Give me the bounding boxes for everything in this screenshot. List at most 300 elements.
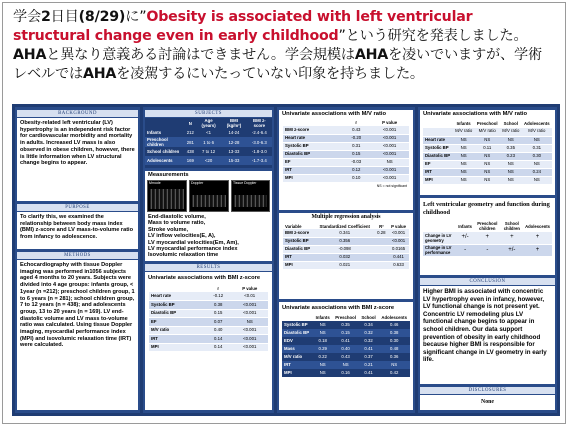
conclusion-text: Higher BMI is associated with concentric LV hypertrophy even in infancy, however, LV functional change is not present yet. Concentric LV remodeling plus LV functional change begins to appear in school children. Our data support prevention of obesity in early childhood because higher BMI is responsible for significant change in LV geometry in early life.: [423, 288, 547, 364]
table-cell: Diastolic BP: [423, 152, 453, 160]
table-header-cell: P value: [242, 286, 258, 291]
table-cell: +: [474, 232, 501, 244]
table-cell: [375, 237, 389, 245]
doppler-image: [189, 180, 229, 212]
table-row: [145, 137, 272, 147]
table-cell: 13-33: [221, 147, 246, 156]
table-cell: 0.35: [332, 321, 358, 329]
table-cell: 0.11: [475, 144, 500, 152]
table-cell: Systolic BP: [149, 301, 205, 310]
table-cell: [375, 245, 389, 253]
table-cell: <0.001: [231, 326, 268, 335]
age-bmi-title: Univariate associations with BMI z-score: [282, 305, 395, 311]
table-cell: 0.21: [359, 361, 379, 369]
table-cell: 0.38: [378, 329, 410, 337]
table-cell: 0.32: [359, 329, 379, 337]
table-cell: 15-33: [221, 156, 246, 165]
echo-images: [147, 180, 270, 212]
age-mv-box: [420, 110, 555, 195]
table-cell: [375, 261, 389, 269]
table-cell: 0.15: [205, 309, 232, 318]
subjects-table: [145, 118, 272, 165]
table-cell: 0.15: [342, 150, 370, 158]
table-header-cell: Variable: [285, 223, 302, 229]
table-cell: MPI: [423, 176, 453, 184]
table-cell: Systolic BP: [423, 144, 453, 152]
measurements-box: [145, 171, 272, 261]
table-row: [423, 136, 552, 144]
table-cell: -0.12: [205, 292, 232, 301]
table-cell: -0.098: [315, 245, 375, 253]
header-segment: 日目: [50, 9, 79, 25]
table-cell: +: [501, 232, 523, 244]
table-row: [423, 176, 552, 184]
table-cell: 0.14: [205, 335, 232, 344]
table-row: [283, 166, 409, 174]
table-cell: EDV: [282, 337, 313, 345]
table-header-cell: r: [355, 120, 358, 125]
mmode-label: Mmode: [149, 181, 161, 185]
table-row: [282, 337, 410, 345]
disclosures-text: None: [481, 399, 494, 405]
table-cell: NS: [453, 160, 475, 168]
table-cell: 281: [185, 137, 196, 147]
header-text: [13, 8, 553, 84]
table-header-cell: Infants: [458, 223, 472, 229]
table-cell: 0.34: [359, 321, 379, 329]
table-cell: Diastolic BP: [282, 329, 313, 337]
measurement-item: LV inflow velocities(E, A),: [148, 233, 216, 240]
table-header-cell: P value: [382, 120, 398, 125]
table-row: [149, 335, 268, 344]
measurement-item: Isovolumic relaxation time: [148, 252, 219, 259]
table-cell: +: [523, 232, 552, 244]
table-cell: 0.441: [388, 253, 409, 261]
table-header-cell: [423, 120, 453, 128]
table-cell: +/-: [501, 244, 523, 256]
table-cell: 0.021: [315, 261, 375, 269]
table-row: [149, 301, 268, 310]
table-cell: -: [456, 244, 474, 256]
table-cell: NS: [453, 168, 475, 176]
table-cell: 0.12: [342, 166, 370, 174]
regression-table: [283, 223, 409, 270]
table-cell: 0.31: [522, 144, 552, 152]
table-row: [282, 329, 410, 337]
table-cell: NS: [231, 318, 268, 327]
methods-text: Echocardiography with tissue Doppler imaging was performed in1056 subjects aged 4 months to 20 years. Subjects were divided into 4 age groups: infants group, < 1year (n =212); preschool children group, 1 to 6 years (n = 281); school children group, 7 to 12 years (n = 438); and adolescents group, 13 to 20 years (n = 169). LV end-diastolic volume and LV mass to-volume ratio was calculated. Using tissue Doppler imaging, myocardial performance index (MPI) and isovolumic relaxation time (IRT) were calculated.: [20, 262, 135, 349]
regression-table-wrap: [283, 223, 409, 270]
table-cell: Heart rate: [283, 134, 342, 142]
table-header-cell: BMI z-score: [253, 118, 266, 128]
header-segment: に”: [125, 9, 147, 25]
header-segment: を凌駕するにいたっていない印象を持ちました。: [116, 66, 424, 82]
table-cell: 1 to 6: [196, 137, 221, 147]
table-row: [149, 292, 268, 301]
table-cell: IRT: [283, 166, 342, 174]
age-mv-title: Univariate associations with M/V ratio: [423, 111, 528, 117]
table-cell: NS: [475, 168, 500, 176]
table-cell: +/-: [456, 232, 474, 244]
table-cell: NS: [500, 160, 522, 168]
mv-table-wrap: [283, 120, 409, 183]
table-cell: NS: [522, 136, 552, 144]
table-row: [282, 353, 410, 361]
table-cell: -0.03: [342, 158, 370, 166]
table-cell: NS: [453, 176, 475, 184]
table-cell: 0.37: [359, 353, 379, 361]
table-row: [283, 174, 409, 182]
table-cell: 0.22: [313, 353, 332, 361]
table-cell: MPI: [282, 369, 313, 377]
table-cell: IRT: [423, 168, 453, 176]
header-segment: AHA: [82, 66, 117, 82]
table-cell: 438: [186, 149, 194, 154]
header-segment: ”という研究を発表しました。: [338, 28, 528, 44]
poster-column-3: [277, 107, 415, 413]
table-row: [283, 134, 409, 142]
tissue-doppler-image: [231, 180, 270, 212]
table-cell: NS: [475, 160, 500, 168]
table-cell: 12-28: [221, 137, 246, 147]
table-cell: 0.032: [315, 253, 375, 261]
table-cell: 0.43: [332, 353, 358, 361]
table-cell: NS: [453, 152, 475, 160]
bmi-zscore-table: [149, 286, 268, 352]
table-header-cell: Infants: [315, 315, 330, 320]
table-cell: MPI: [149, 343, 205, 352]
table-cell: 0.29: [313, 345, 332, 353]
table-cell: 0.18: [313, 337, 332, 345]
lv-geometry-box: [420, 198, 555, 275]
table-header-cell: School: [361, 315, 376, 320]
table-cell: 0.32: [359, 337, 379, 345]
table-row: [283, 150, 409, 158]
table-cell: -0.20: [342, 134, 370, 142]
table-cell: 0.42: [378, 369, 410, 377]
table-cell: Diastolic BP: [283, 245, 315, 253]
poster: [12, 104, 560, 416]
doppler-label: Doppler: [191, 181, 204, 185]
table-cell: BMI z-score: [283, 229, 315, 237]
table-header-cell: P value: [391, 223, 407, 229]
table-row: [282, 361, 410, 369]
mv-ratio-table: [283, 120, 409, 183]
measurement-item: Mass to volume ratio,: [148, 220, 206, 227]
table-cell: Mass: [282, 345, 313, 353]
table-cell: NS: [500, 136, 522, 144]
subjects-heading: SUBJECTS: [145, 110, 272, 117]
bmi-association-box: [145, 272, 272, 410]
table-header-cell: [145, 118, 185, 128]
table-cell: Preschool children: [145, 137, 185, 147]
table-cell: 0.38: [205, 301, 232, 310]
table-cell: NS: [453, 144, 475, 152]
header-segment: AHA: [13, 47, 47, 63]
age-bmi-table: [282, 315, 410, 377]
table-header-cell: N: [188, 120, 192, 126]
table-cell: <0.01: [231, 292, 268, 301]
table-cell: M/V ratio: [522, 128, 552, 136]
table-row: [283, 253, 409, 261]
table-cell: <0.001: [370, 150, 409, 158]
results-heading: RESULTS: [145, 264, 272, 271]
table-cell: NS: [475, 136, 500, 144]
table-row: [283, 229, 409, 237]
purpose-heading: PURPOSE: [17, 204, 138, 211]
table-header-cell: Preschool children: [477, 221, 498, 232]
table-cell: EF: [149, 318, 205, 327]
table-cell: NS: [522, 160, 552, 168]
table-header-cell: Infants: [456, 120, 471, 126]
lv-table-wrap: [423, 220, 552, 257]
header-segment: (8/29): [78, 9, 126, 25]
table-cell: -2.4-6.4: [247, 128, 272, 137]
age-mv-table: [423, 120, 552, 185]
table-cell: MPI: [283, 261, 315, 269]
table-row: [423, 168, 552, 176]
purpose-text: To clarify this, we examined the relationship between body mass index (BMI) z-score and LV mass-to-volume ratio from infancy to adolescence.: [20, 214, 134, 241]
mv-association-box: [279, 110, 413, 210]
header-segment: を凌いでいますが、学術レベルでは: [13, 47, 542, 82]
table-row: [423, 128, 552, 136]
table-cell: NS: [500, 168, 522, 176]
table-row: [149, 309, 268, 318]
table-cell: 0.40: [332, 345, 358, 353]
table-cell: <0.001: [231, 343, 268, 352]
table-cell: <0.001: [370, 126, 409, 134]
table-cell: <0.001: [388, 237, 409, 245]
table-cell: 0.14: [205, 343, 232, 352]
table-cell: 0.24: [522, 168, 552, 176]
table-cell: +: [523, 244, 552, 256]
regression-box: [279, 213, 413, 299]
table-cell: 0.31: [342, 142, 370, 150]
table-cell: 0.16: [332, 369, 358, 377]
table-cell: NS: [378, 361, 410, 369]
table-cell: NS: [313, 369, 332, 377]
table-cell: BMI z-score: [283, 126, 342, 134]
table-row: [283, 126, 409, 134]
mmode-image: [147, 180, 187, 212]
bmi-table-wrap: [149, 286, 268, 352]
table-row: [423, 144, 552, 152]
table-row: [149, 326, 268, 335]
header-segment: と異なり意義ある討論はできません。学会規模は: [46, 47, 355, 63]
table-cell: <0.001: [231, 309, 268, 318]
table-header-cell: Standardized Coefficient: [319, 223, 370, 229]
table-row: [282, 345, 410, 353]
table-cell: 0.40: [205, 326, 232, 335]
table-cell: 0.0165: [388, 245, 409, 253]
table-cell: 0.633: [388, 261, 409, 269]
table-header-cell: School children: [503, 221, 520, 232]
table-cell: NS: [370, 158, 409, 166]
table-cell: Change in LV performance: [423, 244, 456, 256]
table-cell: 0.341: [315, 229, 375, 237]
table-cell: 0.46: [378, 321, 410, 329]
table-cell: -3.0-6.3: [247, 137, 272, 147]
table-row: [423, 244, 552, 256]
table-cell: Infants: [145, 128, 185, 137]
table-cell: 0.35: [500, 144, 522, 152]
table-row: [283, 158, 409, 166]
table-cell: 7 to 12: [196, 147, 221, 156]
measurement-item: LV myocardial velocities(Em, Am),: [148, 239, 239, 246]
lv-geometry-title: Left ventricular geometry and function during childhood: [423, 201, 550, 216]
table-row: [145, 128, 272, 137]
table-header-cell: BMI (kg/m²): [226, 118, 242, 128]
disclosures-heading: DISCLOSURES: [420, 387, 555, 394]
table-cell: [423, 128, 453, 136]
table-cell: NS: [313, 321, 332, 329]
study-title-highlight: Obesity is associated with left ventricular structural change even in early childhood: [13, 9, 473, 44]
table-cell: <0.001: [388, 229, 409, 237]
table-header-cell: Preschool: [335, 315, 356, 320]
table-row: [283, 245, 409, 253]
measurements-list: [145, 212, 272, 261]
table-cell: M/V ratio: [453, 128, 475, 136]
table-row: [423, 160, 552, 168]
table-cell: -: [474, 244, 501, 256]
table-header-cell: Preschool: [476, 120, 498, 126]
table-cell: -1.7-3.4: [247, 156, 272, 165]
table-cell: NS: [313, 361, 332, 369]
disclosures-box: [420, 395, 555, 410]
table-cell: M/V ratio: [282, 353, 313, 361]
table-cell: Systolic BP: [283, 237, 315, 245]
table-cell: Systolic BP: [283, 142, 342, 150]
table-cell: 0.356: [315, 237, 375, 245]
table-header-cell: Adolescents: [381, 315, 407, 320]
regression-title: Multiple regression analysis: [311, 214, 381, 220]
table-cell: IRT: [149, 335, 205, 344]
table-cell: M/V ratio: [149, 326, 205, 335]
measurement-item: LV myocardial performance index: [148, 246, 238, 253]
table-cell: 0.30: [378, 337, 410, 345]
table-cell: Heart rate: [149, 292, 205, 301]
header-segment: 学会: [13, 9, 41, 25]
table-row: [423, 152, 552, 160]
header-segment: 2: [40, 9, 51, 25]
table-header-cell: r: [217, 286, 220, 291]
table-header-cell: R²: [379, 223, 384, 229]
poster-column-4: [418, 107, 557, 413]
table-cell: 0.30: [522, 152, 552, 160]
table-cell: IRT: [282, 361, 313, 369]
table-cell: Diastolic BP: [283, 150, 342, 158]
table-cell: 0.23: [500, 152, 522, 160]
table-row: [282, 369, 410, 377]
table-cell: EF: [423, 160, 453, 168]
poster-column-2: [143, 107, 274, 413]
table-cell: 14-24: [221, 128, 246, 137]
table-cell: <1: [196, 128, 221, 137]
conclusion-box: [420, 286, 555, 384]
poster-column-1: [15, 107, 140, 413]
age-bmi-box: [279, 302, 413, 410]
table-cell: IRT: [283, 253, 315, 261]
table-cell: <0.001: [370, 134, 409, 142]
table-header-cell: Age (years): [201, 118, 216, 128]
background-heading: BACKGROUND: [17, 110, 138, 117]
table-cell: NS: [453, 136, 475, 144]
table-cell: <0.001: [370, 174, 409, 182]
table-cell: 0.36: [378, 353, 410, 361]
table-row: [423, 232, 552, 244]
table-cell: [375, 253, 389, 261]
table-cell: M/V ratio: [475, 128, 500, 136]
table-cell: <0.001: [370, 142, 409, 150]
table-cell: 212: [186, 130, 194, 135]
table-cell: Diastolic BP: [149, 309, 205, 318]
background-box: [17, 118, 138, 201]
table-cell: 0.41: [359, 345, 379, 353]
conclusion-heading: CONCLUSION: [420, 278, 555, 285]
lv-geometry-table: [423, 220, 552, 257]
table-row: [283, 237, 409, 245]
header-segment: AHA: [354, 47, 389, 63]
table-cell: NS: [332, 361, 358, 369]
methods-box: [17, 260, 138, 410]
table-cell: <0.001: [231, 335, 268, 344]
table-cell: NS: [313, 329, 332, 337]
table-cell: MPI: [283, 174, 342, 182]
table-cell: 0.48: [378, 345, 410, 353]
table-cell: 0.07: [205, 318, 232, 327]
table-cell: <0.001: [370, 166, 409, 174]
table-cell: 0.41: [359, 369, 379, 377]
measurement-item: End-diastolic volume,: [148, 214, 206, 220]
table-cell: 169: [186, 158, 194, 163]
table-row: [145, 147, 272, 156]
table-cell: 0.41: [332, 337, 358, 345]
table-cell: <0.001: [231, 301, 268, 310]
table-cell: NS: [475, 176, 500, 184]
measurements-title: Measurements: [148, 172, 189, 178]
table-header-cell: Adolescents: [525, 223, 550, 229]
age-bmi-table-wrap: [282, 315, 410, 377]
mv-association-title: Univariate associations with M/V ratio: [282, 111, 387, 117]
table-header-cell: Adolescents: [524, 120, 550, 126]
table-cell: 0.43: [342, 126, 370, 134]
table-cell: NS: [522, 176, 552, 184]
table-row: [149, 318, 268, 327]
table-cell: Change in LV geometry: [423, 232, 456, 244]
table-row: [145, 156, 272, 165]
table-cell: -1.8-3.0: [247, 147, 272, 156]
table-cell: Systolic BP: [282, 321, 313, 329]
table-cell: M/V ratio: [500, 128, 522, 136]
table-cell: 0.15: [332, 329, 358, 337]
table-cell: NS: [475, 152, 500, 160]
table-header-cell: School: [503, 120, 518, 126]
purpose-box: [17, 212, 138, 249]
bmi-association-title: Univariate associations with BMI z-score: [148, 275, 261, 281]
tissue-doppler-label: Tissue Doppler: [233, 181, 257, 185]
table-cell: 0.10: [342, 174, 370, 182]
table-cell: EF: [283, 158, 342, 166]
table-header-cell: [423, 220, 456, 232]
table-cell: Heart rate: [423, 136, 453, 144]
background-text: Obesity-related left ventricular (LV) hypertrophy is an independent risk factor for cardiovascular morbidity and mortality in adults. Increased LV mass is also observed in obese children, however, there is little information when LV structural change begins to appear.: [20, 120, 135, 167]
table-row: [282, 321, 410, 329]
table-row: [149, 343, 268, 352]
table-cell: School children: [145, 147, 185, 156]
table-cell: NS: [500, 176, 522, 184]
table-row: [283, 142, 409, 150]
methods-heading: METHODS: [17, 252, 138, 259]
